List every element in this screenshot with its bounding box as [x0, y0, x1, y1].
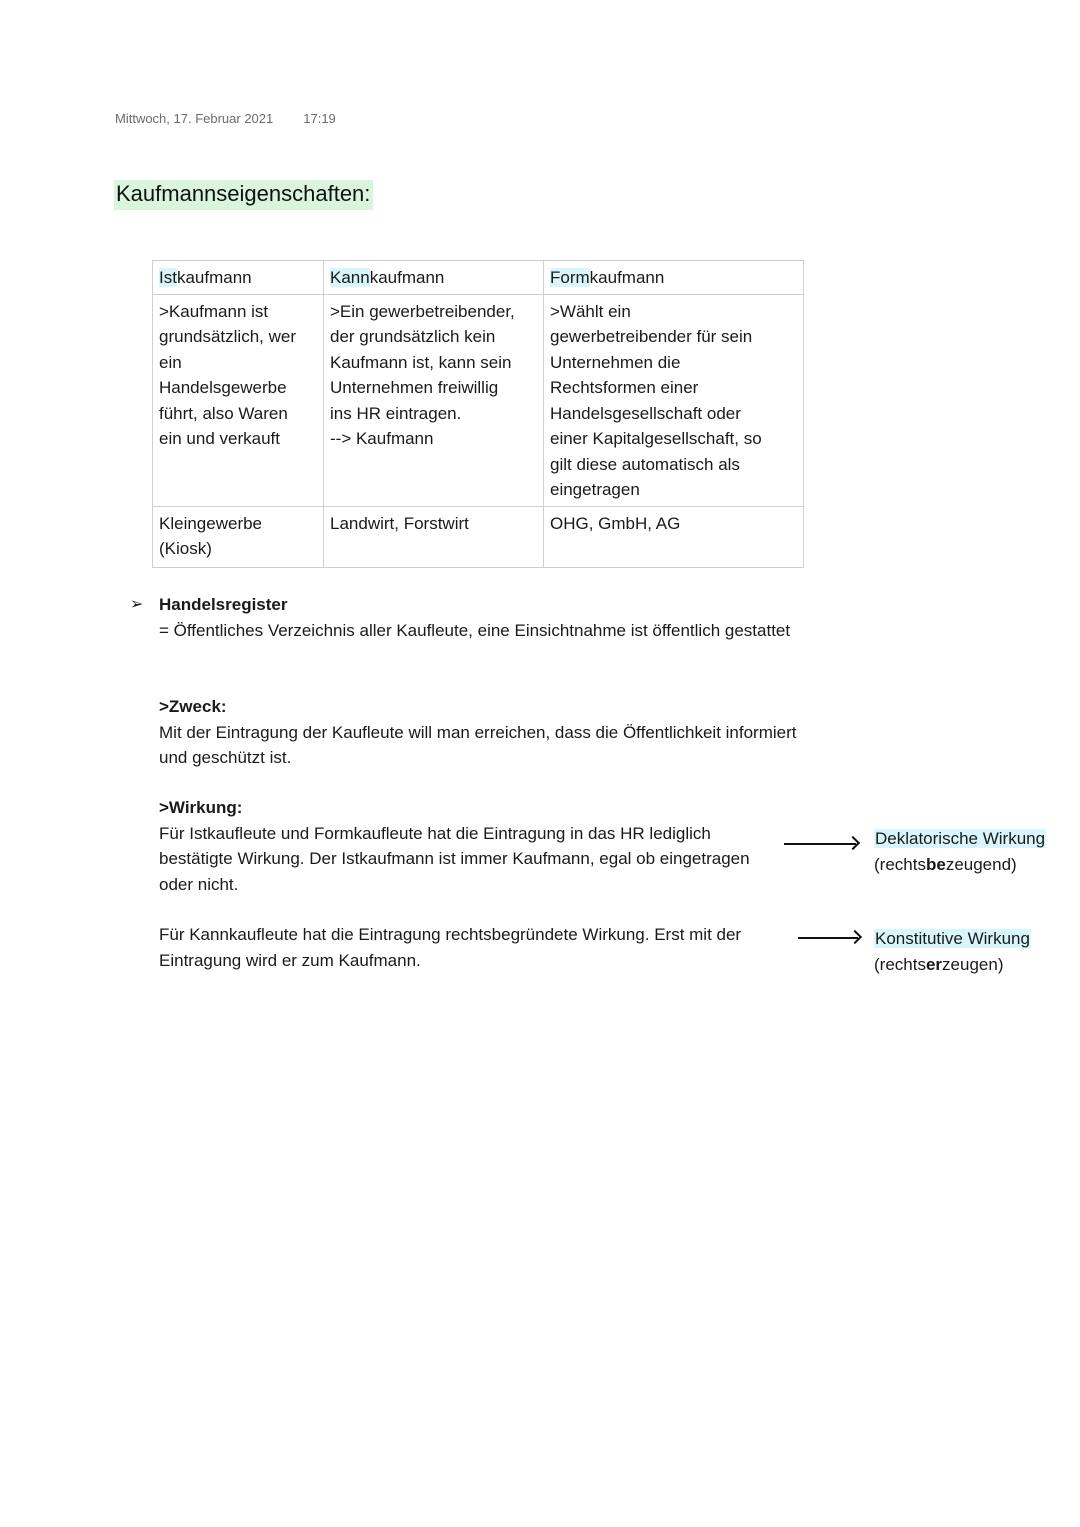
table-cell	[544, 294, 804, 506]
table-cell	[153, 294, 324, 506]
cell-text: Kleingewerbe (Kiosk)	[159, 513, 263, 558]
zweck-section	[159, 694, 819, 771]
table-cell	[324, 294, 544, 506]
zweck-heading: >Zweck:	[159, 697, 227, 716]
page-title: Kaufmannseigenschaften:	[114, 180, 373, 210]
header-rest: kaufmann	[369, 268, 445, 287]
header-highlight: Ist	[159, 268, 177, 287]
wirkung-kann-section	[159, 922, 794, 973]
handelsregister-section	[159, 592, 819, 643]
table-header-kannkaufmann	[324, 261, 544, 295]
arrow-right-icon	[798, 937, 858, 939]
table-header-istkaufmann	[153, 261, 324, 295]
deklaratorisch-note	[874, 826, 1046, 877]
kaufmann-table	[152, 260, 804, 568]
wirkung-section	[159, 795, 784, 897]
rechts-prefix: (rechts	[874, 854, 926, 874]
header-highlight: Form	[550, 268, 590, 287]
note-timestamp	[115, 111, 336, 126]
cell-text: OHG, GmbH, AG	[550, 513, 681, 533]
emphasis: be	[925, 854, 946, 874]
cell-text: >Ein gewerbetreibender, der grundsätzlich kein Kaufmann ist, kann sein Unternehmen freiwillig ins HR eintragen. --> Kaufmann	[330, 301, 515, 448]
rechts-suffix: zeugend)	[945, 854, 1017, 874]
handelsregister-definition: = Öffentliches Verzeichnis aller Kaufleute, eine Einsichtnahme ist öffentlich gestattet	[159, 620, 791, 640]
table-header-row	[153, 261, 804, 295]
bullet-arrow-icon: ➢	[130, 596, 144, 613]
emphasis: er	[925, 954, 943, 974]
header-highlight: Kann	[330, 268, 370, 287]
rechts-prefix: (rechts	[874, 954, 926, 974]
cell-text: >Wählt ein gewerbetreibender für sein Unternehmen die Rechtsformen einer Handelsgesellschaft oder einer Kapitalgesellschaft, so gilt diese automatisch als eingetragen	[550, 301, 762, 499]
zweck-text: Mit der Eintragung der Kaufleute will man erreichen, dass die Öffentlichkeit informiert und geschützt ist.	[159, 722, 797, 767]
table-row	[153, 294, 804, 506]
handelsregister-heading: Handelsregister	[159, 595, 288, 614]
header-rest: kaufmann	[589, 268, 665, 287]
note-time: 17:19	[303, 111, 336, 126]
table-cell	[324, 506, 544, 567]
table-cell	[153, 506, 324, 567]
cell-text: Landwirt, Forstwirt	[330, 513, 469, 533]
header-rest: kaufmann	[176, 268, 252, 287]
wirkung-text-2: Für Kannkaufleute hat die Eintragung rechtsbegründete Wirkung. Erst mit der Eintragung wird er zum Kaufmann.	[159, 925, 742, 970]
note-date: Mittwoch, 17. Februar 2021	[115, 111, 274, 126]
konstitutiv-note	[874, 926, 1031, 977]
konstitutiv-label: Konstitutive Wirkung	[875, 929, 1030, 948]
table-cell	[544, 506, 804, 567]
deklaratorisch-label: Deklatorische Wirkung	[875, 829, 1046, 848]
table-header-formkaufmann	[544, 261, 804, 295]
wirkung-heading: >Wirkung:	[159, 798, 243, 817]
table-row	[153, 506, 804, 567]
wirkung-text-1: Für Istkaufleute und Formkaufleute hat die Eintragung in das HR lediglich bestätigte Wirkung. Der Istkaufmann ist immer Kaufmann, egal ob eingetragen oder nicht.	[159, 823, 750, 894]
arrow-right-icon	[784, 843, 856, 845]
cell-text: >Kaufmann ist grundsätzlich, wer ein Handelsgewerbe führt, also Waren ein und verkauft	[159, 301, 297, 448]
rechts-suffix: zeugen)	[942, 954, 1004, 974]
